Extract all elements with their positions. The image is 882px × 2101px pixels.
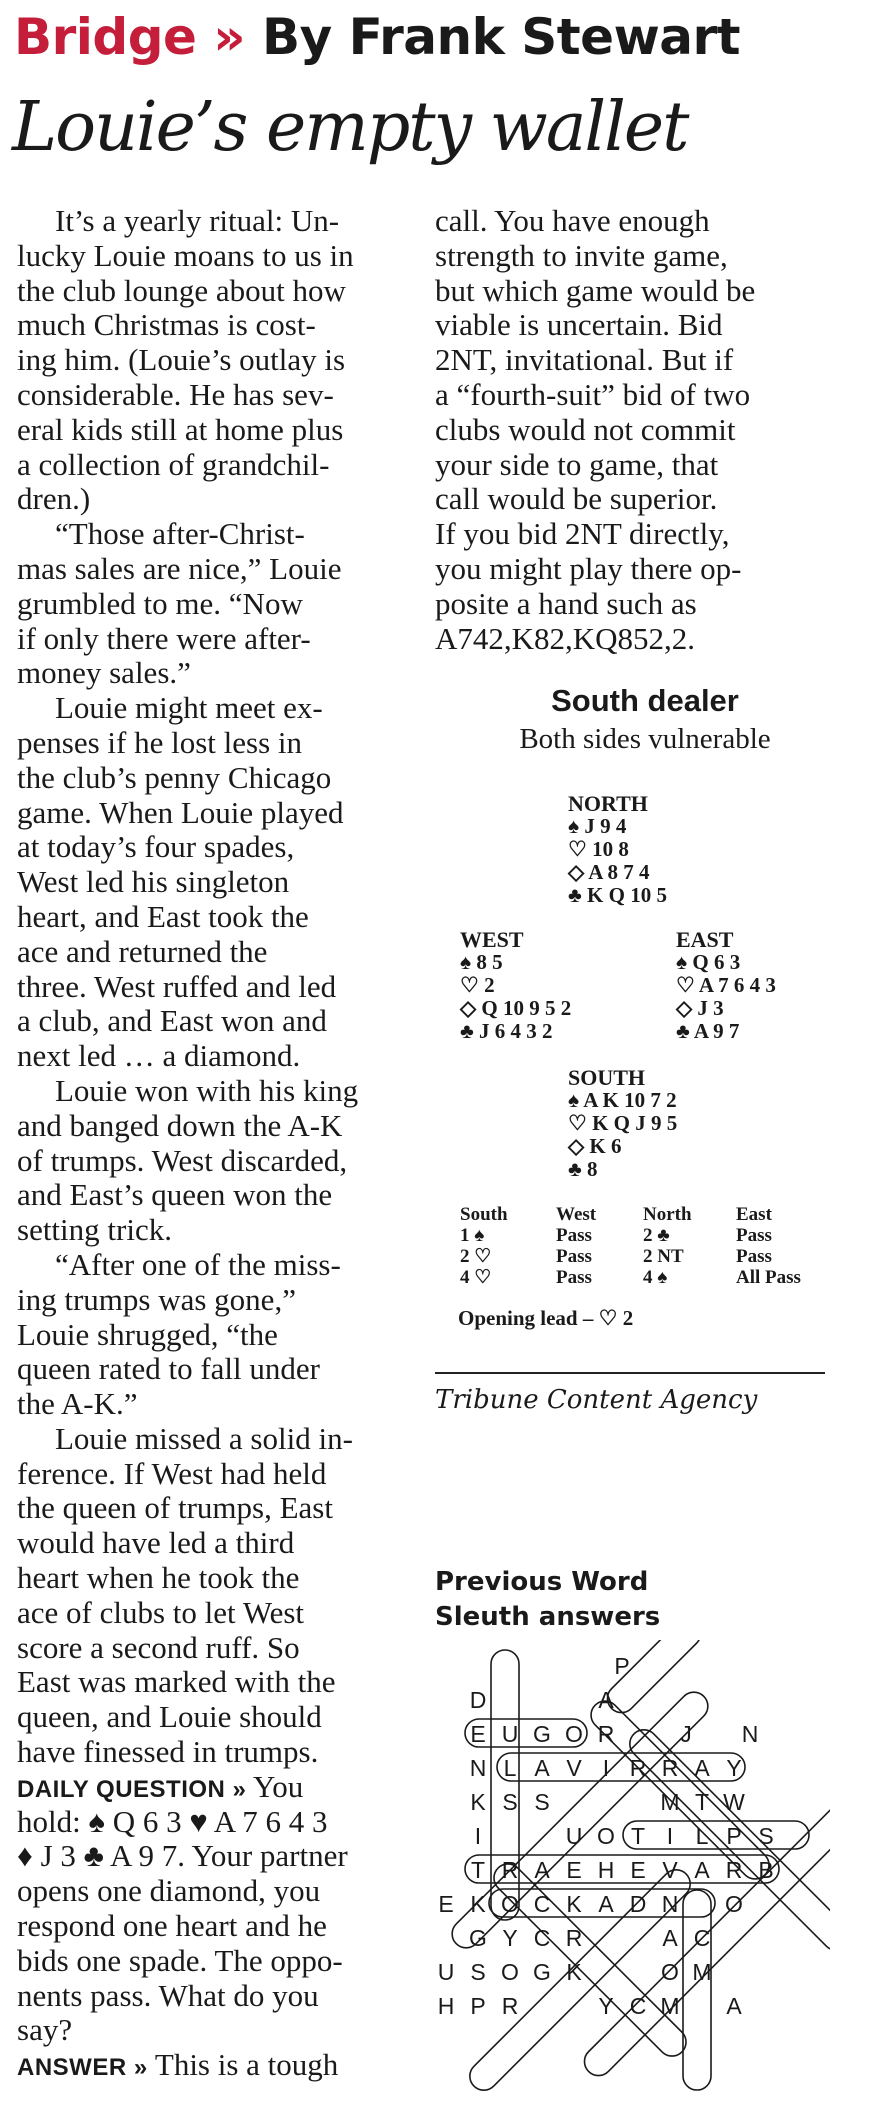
line-text: eral kids still at home plus (17, 411, 344, 447)
text-line (17, 970, 412, 1005)
bid-header: North (643, 1204, 692, 1225)
line-text: queen, and Louie should (17, 1699, 322, 1735)
spades-holding: ♠ J 9 4 (568, 814, 627, 838)
text-line (17, 1004, 412, 1039)
text-line (17, 552, 412, 587)
grid-letter: S (758, 1823, 774, 1849)
grid-letter: P (470, 1993, 486, 2019)
line-text: the queen of trumps, East (17, 1490, 333, 1526)
grid-letter: A (726, 1993, 742, 2019)
bid: 1 ♠ (460, 1225, 485, 1246)
line-text: hold: ♠ Q 6 3 ♥ A 7 6 4 3 (17, 1803, 328, 1839)
deal-vulnerability: Both sides vulnerable (519, 723, 771, 755)
text-line (17, 1944, 412, 1979)
grid-letter: M (660, 1993, 680, 2019)
grid-letter: O (597, 1823, 615, 1849)
section-label: DAILY QUESTION » (17, 1775, 247, 1803)
line-text: much Christmas is cost- (17, 307, 316, 343)
line-text: considerable. He has sev- (17, 376, 334, 412)
text-line (17, 622, 412, 657)
grid-letter: O (565, 1721, 583, 1747)
line-text: if only there were after- (17, 620, 311, 656)
line-text: the A-K.” (17, 1386, 138, 1422)
grid-letter: R (501, 1857, 519, 1883)
line-text: strength to invite game, (435, 237, 728, 273)
line-text: 2NT, invitational. But if (435, 342, 734, 378)
south-hand (568, 1066, 677, 1181)
byline: By Frank Stewart (262, 8, 741, 66)
text-line (17, 1839, 412, 1874)
text-line (435, 622, 855, 657)
line-text: clubs would not commit (435, 411, 736, 447)
word-sleuth-title (435, 1565, 660, 1635)
text-line (17, 761, 412, 796)
grid-letter: S (502, 1789, 518, 1815)
grid-letter: R (565, 1925, 583, 1951)
line-text: ace of clubs to let West (17, 1594, 305, 1630)
north-hand (568, 792, 667, 907)
hand-name: EAST (676, 927, 734, 952)
grid-letter: A (694, 1857, 710, 1883)
line-text: dren.) (17, 481, 91, 517)
text-line (17, 656, 412, 691)
bid: Pass (556, 1225, 592, 1246)
grid-letter: M (692, 1959, 712, 1985)
text-line (17, 1491, 412, 1526)
east-hand (676, 928, 776, 1043)
clubs-holding: ♣ J 6 4 3 2 (460, 1019, 553, 1043)
line-text: have finessed in trumps. (17, 1734, 319, 1770)
line-text: next led … a diamond. (17, 1038, 301, 1074)
line-text: and East’s queen won the (17, 1177, 333, 1213)
text-line (17, 448, 412, 483)
text-line (17, 308, 412, 343)
grid-letter: G (533, 1959, 551, 1985)
spades-holding: ♠ 8 5 (460, 950, 503, 974)
text-line (435, 587, 855, 622)
line-text: ing him. (Louie’s outlay is (17, 342, 346, 378)
text-line (17, 865, 412, 900)
deal-title: South dealer (551, 683, 739, 718)
text-line (17, 517, 412, 552)
diamonds-holding: ◇ J 3 (676, 996, 724, 1020)
word-sleuth-title-line: Sleuth answers (435, 1602, 661, 1632)
text-line (17, 691, 412, 726)
bid-header: East (736, 1204, 772, 1225)
grid-letter: R (661, 1755, 679, 1781)
line-text: three. West ruffed and led (17, 968, 337, 1004)
bid: 2 NT (643, 1246, 684, 1267)
text-line (435, 274, 855, 309)
grid-letter: K (470, 1789, 486, 1815)
grid-letter: A (534, 1755, 550, 1781)
text-line (17, 204, 412, 239)
line-text: Louie missed a solid in- (55, 1420, 353, 1456)
text-line (17, 1074, 412, 1109)
clubs-holding: ♣ A 9 7 (676, 1019, 740, 1043)
line-text: of trumps. West discarded, (17, 1142, 348, 1178)
text-line (435, 239, 855, 274)
grid-letter: C (533, 1925, 551, 1951)
text-line (17, 900, 412, 935)
grid-letter: Y (598, 1993, 614, 2019)
grid-letter: L (695, 1823, 709, 1849)
line-text: mas sales are nice,” Louie (17, 550, 342, 586)
text-line (17, 1735, 412, 1770)
grid-letter: U (501, 1721, 519, 1747)
diamonds-holding: ◇ Q 10 9 5 2 (460, 996, 572, 1020)
grid-letter: T (470, 1857, 486, 1883)
line-text: call. You have enough (435, 203, 710, 238)
grid-letter: C (629, 1993, 647, 2019)
text-line (17, 239, 412, 274)
line-text: nents pass. What do you (17, 1977, 319, 2013)
text-line (435, 482, 855, 517)
line-text: money sales.” (17, 655, 191, 691)
text-line (435, 308, 855, 343)
west-hand (460, 928, 571, 1043)
line-text: opens one diamond, you (17, 1873, 321, 1909)
text-line (17, 1561, 412, 1596)
line-text: ing trumps was gone,” (17, 1281, 296, 1317)
text-line (17, 1213, 412, 1248)
answer-capsule (683, 1890, 711, 2090)
bid: Pass (736, 1225, 772, 1246)
grid-letter: I (666, 1823, 674, 1849)
line-text: grumbled to me. “Now (17, 585, 303, 621)
grid-letter: O (501, 1959, 519, 1985)
bidding-west (556, 1204, 596, 1288)
line-text: ♦ J 3 ♣ A 9 7. Your partner (17, 1838, 348, 1874)
line-text: posite a hand such as (435, 585, 697, 621)
divider (435, 1372, 825, 1374)
grid-letter: B (758, 1857, 774, 1883)
line-text: score a second ruff. So (17, 1629, 300, 1665)
spades-holding: ♠ A K 10 7 2 (568, 1088, 677, 1112)
section-label: Bridge » (14, 8, 246, 66)
text-line (17, 1457, 412, 1492)
bid: Pass (556, 1267, 592, 1288)
line-text: Louie won with his king (55, 1072, 359, 1108)
text-line (17, 935, 412, 970)
article-title: Louie’s empty wallet (12, 88, 688, 167)
grid-letter: N (741, 1721, 759, 1747)
grid-letter: E (438, 1891, 454, 1917)
article-body-right (435, 204, 855, 656)
grid-letter: T (694, 1789, 710, 1815)
grid-letter: E (470, 1721, 486, 1747)
text-line (17, 726, 412, 761)
text-line (17, 413, 412, 448)
grid-letter: V (566, 1755, 582, 1781)
grid-letter: G (469, 1925, 487, 1951)
grid-letter: V (662, 1857, 678, 1883)
line-text: East was marked with the (17, 1664, 336, 1700)
grid-letter: Y (726, 1755, 742, 1781)
bid: 2 ♣ (643, 1225, 670, 1246)
text-line (435, 378, 855, 413)
text-line (17, 830, 412, 865)
text-line (17, 1909, 412, 1944)
grid-letter: U (437, 1959, 455, 1985)
grid-letter: E (630, 1857, 646, 1883)
grid-letter: J (680, 1721, 692, 1747)
line-text: Louie might meet ex- (55, 690, 323, 726)
line-text: West led his singleton (17, 864, 290, 900)
grid-letter: O (661, 1959, 679, 1985)
line-text: the club’s penny Chicago (17, 759, 332, 795)
line-text: This is a tough (147, 2047, 339, 2083)
text-line (17, 1178, 412, 1213)
text-line (435, 343, 855, 378)
text-line (17, 796, 412, 831)
grid-letter: R (725, 1857, 743, 1883)
text-line (17, 1665, 412, 1700)
grid-letter: C (693, 1925, 711, 1951)
bidding-south (460, 1204, 508, 1288)
line-text: ference. If West had held (17, 1455, 327, 1491)
section-label: ANSWER » (17, 2054, 148, 2082)
line-text: heart, and East took the (17, 898, 309, 934)
grid-letter: D (629, 1891, 647, 1917)
grid-letter: K (470, 1891, 486, 1917)
grid-letter: R (629, 1755, 647, 1781)
bid-header: West (556, 1204, 597, 1225)
line-text: a collection of grandchil- (17, 446, 330, 482)
text-line (17, 1631, 412, 1666)
line-text: “After one of the miss- (55, 1246, 341, 1282)
text-line (17, 1874, 412, 1909)
grid-letter: A (534, 1857, 550, 1883)
hearts-holding: ♡ 10 8 (568, 837, 629, 861)
line-text: If you bid 2NT directly, (435, 516, 730, 552)
text-line (17, 274, 412, 309)
diamonds-holding: ◇ A 8 7 4 (568, 860, 650, 884)
text-line (435, 413, 855, 448)
grid-letter: O (501, 1891, 519, 1917)
grid-letter: K (566, 1959, 582, 1985)
text-line (17, 2048, 412, 2083)
line-text: lucky Louie moans to us in (17, 237, 354, 273)
bid: All Pass (736, 1267, 801, 1288)
grid-letter: M (660, 1789, 680, 1815)
line-text: a “fourth-suit” bid of two (435, 376, 751, 412)
line-text: heart when he took the (17, 1560, 300, 1596)
line-text: bids one spade. The oppo- (17, 1942, 343, 1978)
text-line (17, 1352, 412, 1387)
line-text: say? (17, 2012, 73, 2048)
opening-lead: Opening lead – ♡ 2 (458, 1306, 634, 1330)
text-line (435, 517, 855, 552)
bid: Pass (736, 1246, 772, 1267)
spades-holding: ♠ Q 6 3 (676, 950, 741, 974)
hearts-holding: ♡ 2 (460, 973, 495, 997)
line-text: setting trick. (17, 1212, 172, 1248)
hand-name: WEST (460, 927, 524, 952)
grid-letter: K (566, 1891, 582, 1917)
line-text: and banged down the A-K (17, 1107, 343, 1143)
grid-letter: A (662, 1925, 678, 1951)
grid-letter: N (661, 1891, 679, 1917)
text-line (17, 1805, 412, 1840)
text-line (17, 1422, 412, 1457)
line-text: It’s a yearly ritual: Un- (55, 203, 340, 238)
grid-letter: U (565, 1823, 583, 1849)
grid-letter: Y (502, 1925, 518, 1951)
grid-letter: I (602, 1755, 610, 1781)
bidding-north (643, 1204, 692, 1288)
diamonds-holding: ◇ K 6 (568, 1134, 622, 1158)
text-line (17, 1039, 412, 1074)
hearts-holding: ♡ A 7 6 4 3 (676, 973, 776, 997)
line-text: viable is uncertain. Bid (435, 307, 723, 343)
text-line (435, 552, 855, 587)
grid-letter: T (630, 1823, 646, 1849)
grid-letter: H (437, 1993, 455, 2019)
line-text: queen rated to fall under (17, 1351, 320, 1387)
text-line (17, 587, 412, 622)
line-text: would have led a third (17, 1525, 295, 1561)
clubs-holding: ♣ K Q 10 5 (568, 883, 667, 907)
grid-letter: A (598, 1891, 614, 1917)
grid-letter: S (534, 1789, 550, 1815)
grid-letter: P (614, 1653, 630, 1679)
line-text: you might play there op- (435, 550, 742, 586)
word-sleuth-grid (430, 1640, 830, 2100)
bid: 4 ♠ (643, 1267, 668, 1288)
grid-letter: A (694, 1755, 710, 1781)
line-text: respond one heart and he (17, 1908, 327, 1944)
grid-letter: I (474, 1823, 482, 1849)
clubs-holding: ♣ 8 (568, 1157, 598, 1181)
text-line (435, 448, 855, 483)
line-text: the club lounge about how (17, 272, 346, 308)
line-text: ace and returned the (17, 933, 268, 969)
grid-letter: W (723, 1789, 745, 1815)
line-text: Louie shrugged, “the (17, 1316, 278, 1352)
grid-letter: P (726, 1823, 742, 1849)
text-line (17, 1979, 412, 2014)
grid-letter: R (597, 1721, 615, 1747)
text-line (17, 1700, 412, 1735)
grid-letter: O (725, 1891, 743, 1917)
text-line (17, 1318, 412, 1353)
text-line (17, 1248, 412, 1283)
line-text: You (246, 1768, 304, 1804)
bidding-east (736, 1204, 801, 1288)
column-header (14, 8, 740, 66)
article-body-left (17, 204, 412, 2083)
bid-header: South (460, 1204, 508, 1225)
text-line (17, 1526, 412, 1561)
bid: 2 ♡ (460, 1246, 492, 1267)
grid-letter: L (503, 1755, 517, 1781)
line-text: penses if he lost less in (17, 724, 302, 760)
line-text: your side to game, that (435, 446, 719, 482)
word-sleuth-title-line: Previous Word (435, 1567, 649, 1597)
grid-letter: H (597, 1857, 615, 1883)
grid-letter: C (533, 1891, 551, 1917)
text-line (17, 1144, 412, 1179)
grid-letter: G (533, 1721, 551, 1747)
line-text: game. When Louie played (17, 794, 344, 830)
line-text: A742,K82,KQ852,2. (435, 620, 696, 656)
hearts-holding: ♡ K Q J 9 5 (568, 1111, 678, 1135)
text-line (17, 1283, 412, 1318)
text-line (17, 1109, 412, 1144)
grid-letter: N (469, 1755, 487, 1781)
line-text: call would be superior. (435, 481, 718, 517)
line-text: but which game would be (435, 272, 756, 308)
grid-letter: D (469, 1687, 487, 1713)
hand-name: SOUTH (568, 1065, 646, 1090)
line-text: a club, and East won and (17, 1003, 327, 1039)
bid: 4 ♡ (460, 1267, 492, 1288)
agency-credit: Tribune Content Agency (435, 1385, 758, 1415)
text-line (17, 1596, 412, 1631)
grid-letter: E (566, 1857, 582, 1883)
text-line (17, 2013, 412, 2048)
hand-name: NORTH (568, 791, 648, 816)
text-line (17, 343, 412, 378)
grid-letters (438, 1653, 774, 2019)
text-line (435, 204, 855, 239)
text-line (17, 378, 412, 413)
grid-letter: A (598, 1687, 614, 1713)
text-line (17, 482, 412, 517)
text-line (17, 1387, 412, 1422)
text-line (17, 1770, 412, 1805)
grid-letter: R (501, 1993, 519, 2019)
line-text: “Those after-Christ- (55, 516, 305, 552)
bid: Pass (556, 1246, 592, 1267)
grid-letter: S (470, 1959, 486, 1985)
line-text: at today’s four spades, (17, 829, 295, 865)
